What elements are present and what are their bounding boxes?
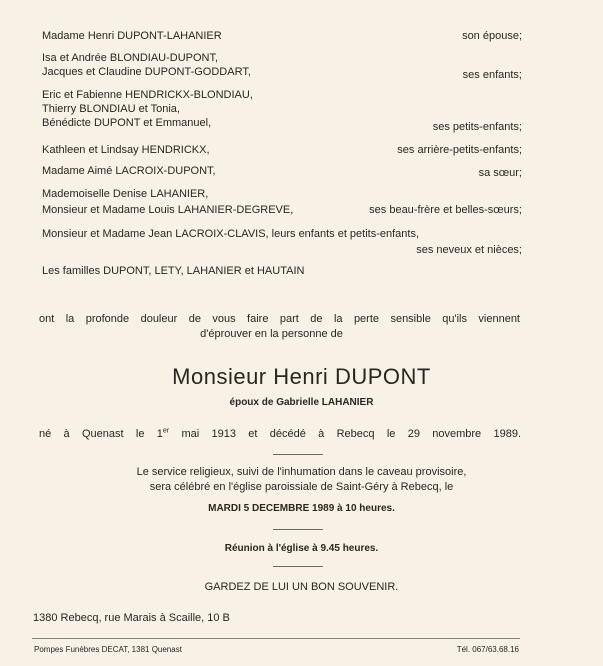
announcement-line-1: ont la profonde douleur de vous faire part de la perte sensible qu'ils viennent (39, 313, 520, 325)
deceased-name-prefix: Monsieur Henri (172, 364, 335, 389)
meeting-line: Réunion à l'église à 9.45 heures. (224, 543, 379, 554)
family-name-line: Madame Henri DUPONT-LAHANIER (42, 30, 222, 42)
deceased-name-surname: DUPONT (334, 364, 431, 389)
family-name-line: Madame Aimé LACROIX-DUPONT, (42, 165, 216, 177)
divider (273, 566, 323, 567)
footer-left: Pompes Funèbres DECAT, 1381 Quenast (34, 645, 182, 654)
spouse-line: époux de Gabrielle LAHANIER (229, 397, 374, 408)
deceased-name (0, 364, 603, 390)
family-relation: ses neveux et nièces; (416, 244, 522, 256)
divider (273, 454, 323, 455)
birth-death-pre: né à Quenast le 1 (39, 428, 163, 440)
family-relation: ses petits-enfants; (432, 121, 522, 133)
footer-rule (32, 638, 520, 639)
family-name-line: Thierry BLONDIAU et Tonia, (42, 103, 180, 115)
family-name-line: Bénédicte DUPONT et Emmanuel, (42, 117, 212, 129)
family-relation: ses enfants; (462, 69, 522, 81)
birth-death-post: mai 1913 et décédé à Rebecq le 29 novembre 1989. (169, 428, 522, 440)
divider (273, 529, 323, 530)
family-name-line: Monsieur et Madame Jean LACROIX-CLAVIS, leurs enfants et petits-enfants, (42, 228, 420, 240)
birth-death-sup: er (162, 427, 170, 435)
address-text: 1380 Rebecq, rue Marais à Scaille, 10 B (33, 612, 230, 624)
footer-right: Tél. 067/63.68.16 (456, 645, 519, 654)
family-name-line: Eric et Fabienne HENDRICKX-BLONDIAU, (42, 89, 253, 101)
service-line-1: Le service religieux, suivi de l'inhumation dans le caveau provisoire, (136, 466, 467, 478)
family-name-line: Isa et Andrée BLONDIAU-DUPONT, (42, 52, 219, 64)
service-line-2: sera célébré en l'église paroissiale de Saint-Géry à Rebecq, le (149, 481, 454, 493)
family-relation: ses beau-frère et belles-sœurs; (369, 204, 522, 216)
birth-death-line (39, 428, 521, 440)
family-name-line: Mademoiselle Denise LAHANIER, (42, 188, 209, 200)
service-date: MARDI 5 DECEMBRE 1989 à 10 heures. (208, 503, 395, 514)
family-name-line: Monsieur et Madame Louis LAHANIER-DEGREVE, (42, 204, 294, 216)
family-name-line: Kathleen et Lindsay HENDRICKX, (42, 144, 210, 156)
family-name-line: Les familles DUPONT, LETY, LAHANIER et HAUTAIN (42, 265, 305, 277)
family-name-line: Jacques et Claudine DUPONT-GODDART, (42, 66, 251, 78)
family-relation: son épouse; (462, 30, 522, 42)
announcement-line-2: d'éprouver en la personne de (200, 328, 343, 340)
remember-line: GARDEZ DE LUI UN BON SOUVENIR. (204, 581, 399, 593)
family-relation: ses arrière-petits-enfants; (397, 144, 522, 156)
family-relation: sa sœur; (478, 167, 522, 179)
